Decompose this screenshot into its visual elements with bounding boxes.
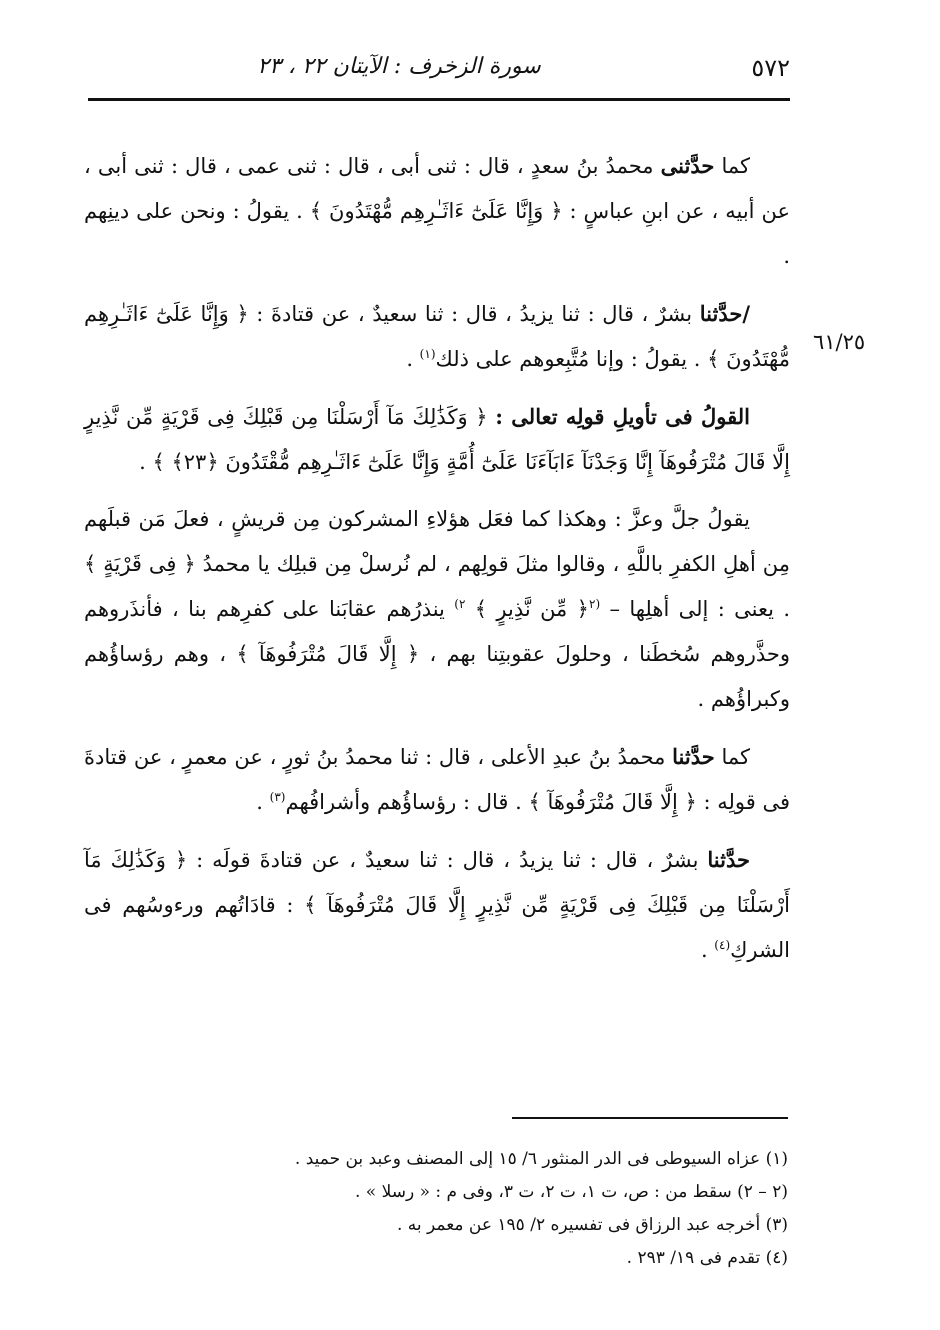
text-segment: محمدُ بنُ سعدٍ ، قال : ثنى أبى ، قال : ثنى عمى ، قال : ثنى أبى ، عن أبيه ، عن ابنِ عباسٍ : ﴿ وَإِنَّا عَلَىٰٓ ءَاثَـٰرِهِم مُّهْتَدُونَ ﴾ . يقولُ : ونحن على دينِهم . xyxy=(84,154,790,268)
footnote-marker: (١) xyxy=(419,347,436,361)
text-segment: . xyxy=(406,347,420,371)
paragraph xyxy=(84,291,790,382)
paragraph xyxy=(84,394,790,485)
footnote-marker: (٣) xyxy=(269,790,286,804)
bold-text: حدَّثنا xyxy=(672,744,715,769)
footnote: (١) عزاه السيوطى فى الدر المنثور ٦/ ١٥ إلى المصنف وعبد بن حميد . xyxy=(294,1149,788,1169)
text-segment: ﴿ مِّن نَّذِيرٍ ﴾ xyxy=(465,597,589,621)
running-title: سورة الزخرف : الآيتان ٢٢ ، ٢٣ xyxy=(257,54,541,79)
footnote-marker: (٢ xyxy=(588,597,601,611)
text-segment: ينذرُهم عقابَنا على كفرِهم بنا ، فأنذَروهم وحذَّروهم سُخطَنا ، وحلولَ عقوبتِنا بهم ، ﴿ إِلَّا قَالَ مُتْرَفُوهَآ ﴾ ، وهم رؤساؤُهم وكبراؤُهم . xyxy=(84,597,790,711)
running-header xyxy=(88,50,790,90)
margin-page-reference: ٦١/٢٥ xyxy=(813,330,866,354)
footnote-marker: ٢) xyxy=(454,597,466,611)
bold-text: القولُ فى تأويلِ قولِه تعالى : xyxy=(495,404,750,429)
header-rule xyxy=(88,98,790,101)
text-segment: بشرٌ ، قال : ثنا يزيدُ ، قال : ثنا سعيدٌ ، عن قتادةَ : ﴿ وَإِنَّا عَلَىٰٓ ءَاثَـٰرِهِم مُّهْتَدُونَ ﴾ . يقولُ : وإنا مُتَّبِعوهم على ذلك xyxy=(84,302,790,371)
text-segment: كما xyxy=(714,154,750,178)
paragraph xyxy=(84,497,790,722)
footnote-rule xyxy=(512,1117,788,1119)
footnote: (٢ – ٢) سقط من : ص، ت ١، ت ٢، ت ٣، وفى م : « رسلا » . xyxy=(354,1182,788,1202)
text-segment: كما xyxy=(714,745,750,769)
footnote-marker: (٤) xyxy=(714,938,731,952)
bold-text: حدَّثنى xyxy=(660,153,715,178)
footnote: (٣) أخرجه عبد الرزاق فى تفسيره ٢/ ١٩٥ عن معمر به . xyxy=(396,1215,788,1235)
text-segment: . xyxy=(256,790,270,814)
text-segment: يقولُ جلَّ وعزَّ : وهكذا كما فعَل هؤلاءِ المشركون مِن قريشٍ ، فعلَ مَن قبلَهم مِن أهلِ الكفرِ باللَّهِ ، وقالوا مثلَ قولِهم ، لم نُرسلْ مِن قبلِك يا محمدُ ﴿ فِى قَرْيَةٍ ﴾ . يعنى : إلى أهلِها – xyxy=(84,507,790,621)
text-segment: محمدُ بنُ عبدِ الأعلى ، قال : ثنا محمدُ بنُ ثورٍ ، عن معمرٍ ، عن قتادةَ فى قولِه : ﴿ إِلَّا قَالَ مُتْرَفُوهَآ ﴾ . قال : رؤساؤُهم وأشرافُهم xyxy=(84,745,790,814)
text-segment: بشرٌ ، قال : ثنا يزيدُ ، قال : ثنا سعيدٌ ، عن قتادةَ قولَه : ﴿ وَكَذَٰلِكَ مَآ أَرْسَلْنَا مِن قَبْلِكَ فِى قَرْيَةٍ مِّن نَّذِيرٍ إِلَّا قَالَ مُتْرَفُوهَآ ﴾ : قادَاتُهم ورءوسُهم فى الشركِ xyxy=(84,848,790,962)
bold-text: حدَّثنا xyxy=(707,847,750,872)
footnotes xyxy=(100,1143,788,1275)
paragraph xyxy=(84,837,790,973)
main-text xyxy=(84,143,790,985)
paragraph xyxy=(84,734,790,825)
text-segment: ﴿ وَكَذَٰلِكَ مَآ أَرْسَلْنَا مِن قَبْلِكَ فِى قَرْيَةٍ مِّن نَّذِيرٍ إِلَّا قَالَ مُتْرَفُوهَآ إِنَّا وَجَدْنَآ ءَابَآءَنَا عَلَىٰٓ أُمَّةٍ وَإِنَّا عَلَىٰٓ ءَاثَـٰرِهِم مُّقْتَدُونَ ﴿٢٣﴾ ﴾ . xyxy=(84,405,790,474)
footnote: (٤) تقدم فى ١٩/ ٢٩٣ . xyxy=(626,1248,788,1268)
paragraph xyxy=(84,143,790,279)
page-number: ٥٧٢ xyxy=(751,54,790,82)
text-segment: . xyxy=(700,938,715,962)
bold-text: /حدَّثنا xyxy=(699,301,750,326)
